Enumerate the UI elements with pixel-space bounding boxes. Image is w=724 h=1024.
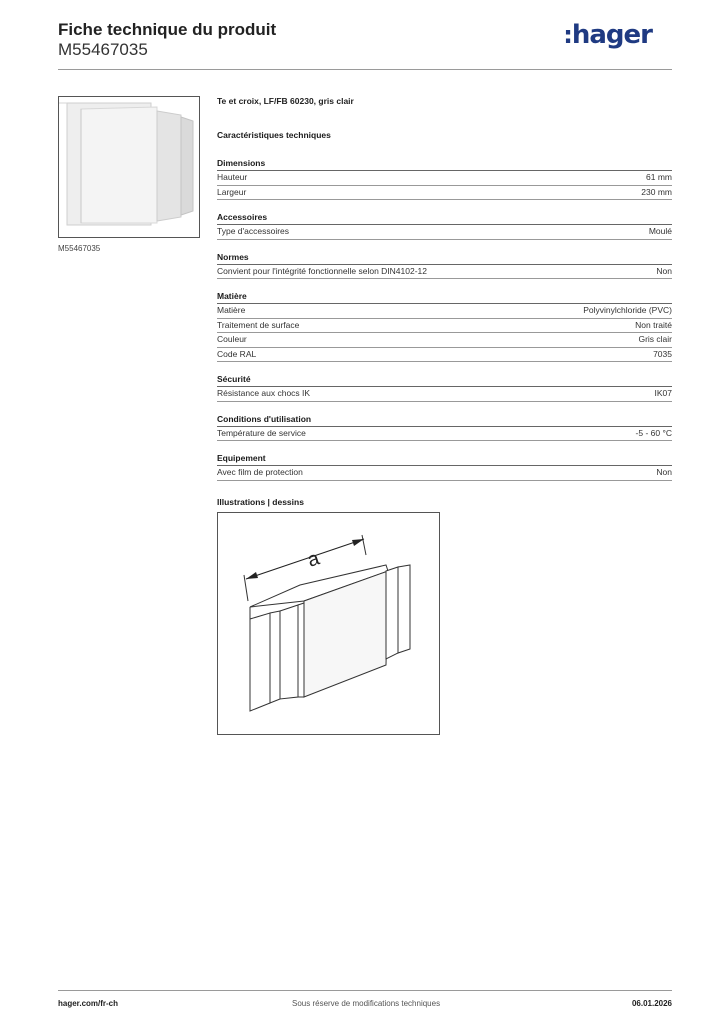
spec-row — [217, 333, 672, 348]
footer-date: 06.01.2026 — [631, 999, 672, 1008]
spec-value: Non — [656, 467, 672, 477]
spec-row — [217, 171, 672, 186]
product-description: Te et croix, LF/FB 60230, gris clair — [217, 96, 354, 106]
spec-value: Non traité — [635, 319, 672, 330]
spec-value: Gris clair — [638, 334, 672, 344]
spec-row — [217, 387, 672, 402]
spec-row — [217, 427, 672, 442]
spec-group-normes — [217, 250, 672, 280]
technical-drawing — [217, 512, 440, 735]
spec-label: Largeur — [217, 186, 247, 197]
spec-row — [217, 348, 672, 363]
dimension-label: a — [304, 547, 323, 572]
footer-disclaimer: Sous réserve de modifications techniques — [292, 999, 441, 1008]
spec-label: Hauteur — [217, 172, 248, 182]
spec-value: 7035 — [653, 348, 672, 359]
spec-row — [217, 304, 672, 319]
hager-logo: :hager — [563, 20, 652, 50]
spec-row — [217, 186, 672, 201]
footer-website: hager.com/fr-ch — [58, 999, 119, 1008]
spec-row — [217, 466, 672, 481]
product-photo — [58, 96, 200, 238]
spec-section — [217, 96, 672, 515]
group-title: Equipement — [217, 451, 672, 466]
illustrations-heading: Illustrations | dessins — [217, 496, 304, 507]
spec-value: Moulé — [648, 226, 672, 236]
spec-label: Type d'accessoires — [217, 226, 290, 236]
spec-value: -5 - 60 °C — [635, 427, 672, 438]
page-header — [58, 20, 672, 70]
page-title: Fiche technique du produit — [58, 20, 277, 39]
spec-value: IK07 — [654, 388, 672, 398]
spec-group-equipement — [217, 451, 672, 481]
spec-value: 230 mm — [641, 186, 672, 197]
specs-heading: Caractéristiques techniques — [217, 130, 331, 140]
spec-label: Avec film de protection — [217, 467, 303, 477]
spec-label: Code RAL — [217, 348, 257, 359]
spec-label: Traitement de surface — [217, 319, 300, 330]
group-title: Matière — [217, 289, 672, 304]
spec-label: Couleur — [217, 334, 247, 344]
group-title: Sécurité — [217, 372, 672, 387]
spec-label: Température de service — [217, 427, 306, 438]
spec-group-conditions — [217, 412, 672, 442]
spec-row — [217, 319, 672, 334]
spec-group-securite — [217, 372, 672, 402]
group-title: Dimensions — [217, 156, 672, 171]
spec-value: 61 mm — [646, 172, 672, 182]
spec-label: Résistance aux chocs IK — [217, 388, 311, 398]
spec-group-accessoires — [217, 210, 672, 240]
product-photo-image — [59, 97, 200, 238]
spec-group-dimensions — [217, 156, 672, 200]
spec-value: Polyvinylchloride (PVC) — [583, 305, 672, 315]
group-title: Accessoires — [217, 210, 672, 225]
group-title: Conditions d'utilisation — [217, 412, 672, 427]
group-title: Normes — [217, 250, 672, 265]
spec-row — [217, 225, 672, 240]
product-code: M55467035 — [58, 40, 148, 59]
spec-label: Matière — [217, 305, 246, 315]
spec-group-matiere — [217, 289, 672, 362]
spec-row — [217, 265, 672, 280]
spec-label: Convient pour l'intégrité fonctionnelle selon DIN4102-12 — [217, 265, 428, 276]
photo-caption: M55467035 — [58, 244, 101, 253]
header-divider — [58, 69, 672, 70]
spec-value: Non — [656, 265, 672, 276]
technical-drawing-svg — [218, 513, 439, 734]
footer-divider — [58, 990, 672, 991]
